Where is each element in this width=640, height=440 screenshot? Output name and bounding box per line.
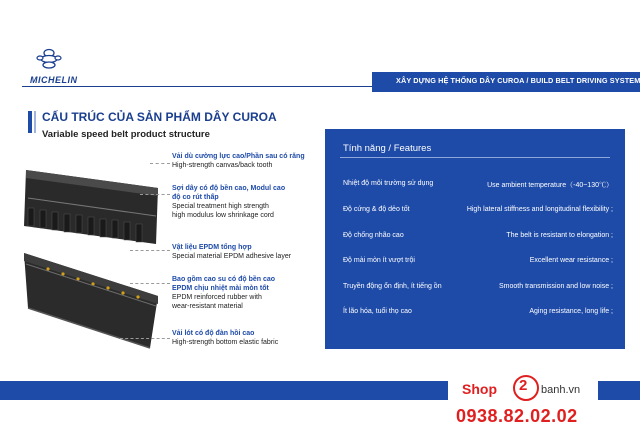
title-accent-light: [34, 111, 36, 133]
section-title-en: Variable speed belt product structure: [42, 129, 210, 140]
phone-number: 0938.82.02.02: [456, 406, 578, 426]
leader-line-5: [120, 338, 170, 339]
michelin-man-icon: [36, 48, 62, 70]
feature-row: Độ chống nhão cao The belt is resistant to elongation ;: [343, 232, 613, 239]
feature-row: Ít lão hóa, tuổi thọ cao Aging resistance, long life ;: [343, 308, 613, 315]
structure-label-3: Vật liệu EPDM tổng hợp Special material EPDM adhesive layer: [172, 244, 292, 260]
shop-logo-domain: banh.vn: [541, 384, 581, 396]
leader-line-2: [140, 194, 170, 195]
brand-logo: MICHELIN: [30, 75, 78, 85]
leader-line-4: [130, 283, 170, 284]
feature-row: Độ cứng & độ dẻo tốt High lateral stiffness and longitudinal flexibility ;: [343, 206, 613, 213]
header-banner-text: XÂY DỰNG HỆ THỐNG DÂY CUROA / BUILD BELT DRIVING SYSTEM: [396, 76, 640, 85]
structure-label-5: Vải lót có độ đàn hồi cao High-strength bottom elastic fabric: [172, 330, 279, 346]
shop-logo-text: Shop: [462, 381, 497, 397]
title-accent: [28, 111, 32, 133]
feature-row: Nhiệt độ môi trường sử dụng Use ambient temperature（-40~130℃）: [343, 180, 613, 189]
feature-row: Độ mài mòn ít vượt trội Excellent wear resistance ;: [343, 257, 613, 264]
leader-line-1: [150, 163, 170, 164]
section-title-vn: CẤU TRÚC CỦA SẢN PHẨM DÂY CUROA: [42, 110, 277, 124]
features-title: Tính năng / Features: [343, 143, 432, 154]
structure-label-4: Bao gồm cao su có độ bền cao EPDM chịu nhiệt mài mòn tốt EPDM reinforced rubber with wear-resistant material: [172, 276, 276, 310]
shop-logo-number: 2: [519, 377, 528, 394]
leader-line-3: [130, 250, 170, 251]
structure-label-1: Vải dù cường lực cao/Phần sau có răng High-strength canvas/back tooth: [172, 153, 305, 169]
features-divider: [340, 157, 610, 158]
belt-illustration: [18, 148, 168, 358]
feature-row: Truyền động ổn định, ít tiếng ồn Smooth transmission and low noise ;: [343, 283, 613, 290]
structure-label-2: Sợi dây có độ bền cao, Modul cao độ co rút thấp Special treatment high strength high modulus low shrinkage cord: [172, 185, 286, 219]
header-divider: [22, 86, 382, 87]
